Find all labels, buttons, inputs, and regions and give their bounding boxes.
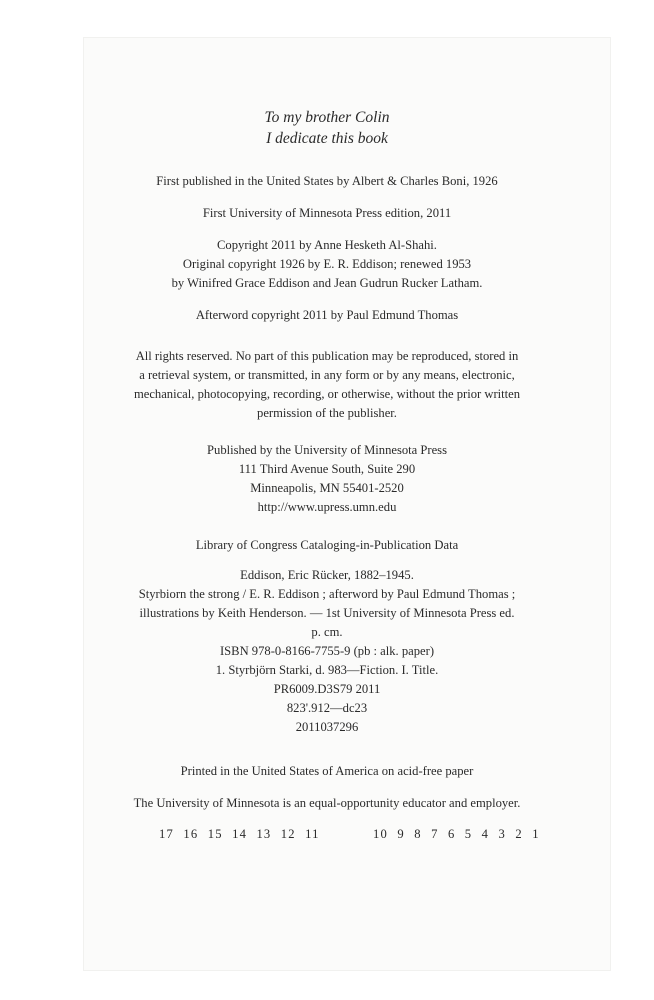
cip-title-line-2: illustrations by Keith Henderson. — 1st University of Minnesota Press ed. bbox=[139, 606, 515, 620]
printer-number: 10 bbox=[373, 827, 388, 841]
copyright-notice bbox=[0, 236, 654, 293]
cip-author: Eddison, Eric Rücker, 1882–1945. bbox=[240, 568, 414, 582]
printer-number: 11 bbox=[305, 827, 320, 841]
publisher-url: http://www.upress.umn.edu bbox=[257, 500, 397, 514]
printer-number: 8 bbox=[414, 827, 422, 841]
copyright-line-3: by Winifred Grace Eddison and Jean Gudrun Rucker Latham. bbox=[171, 276, 483, 290]
printer-number: 1 bbox=[532, 827, 540, 841]
copyright-line-1: Copyright 2011 by Anne Hesketh Al-Shahi. bbox=[217, 238, 437, 252]
copyright-line-2: Original copyright 1926 by E. R. Eddison; renewed 1953 bbox=[182, 257, 472, 271]
dedication bbox=[0, 107, 654, 149]
printer-number: 16 bbox=[183, 827, 199, 841]
dedication-line-1: To my brother Colin bbox=[264, 109, 390, 126]
rights-line-3: mechanical, photocopying, recording, or otherwise, without the prior written bbox=[133, 387, 521, 401]
printer-line-left bbox=[159, 826, 325, 842]
printer-number: 6 bbox=[447, 827, 456, 841]
cip-lccn: 2011037296 bbox=[295, 720, 359, 734]
equal-opportunity-notice bbox=[0, 794, 654, 813]
printer-number: 5 bbox=[464, 827, 473, 841]
printer-number: 12 bbox=[280, 827, 296, 841]
cip-lc-class: PR6009.D3S79 2011 bbox=[273, 682, 381, 696]
dedication-line-2: I dedicate this book bbox=[266, 130, 388, 147]
edition-line: First University of Minnesota Press edition, 2011 bbox=[202, 206, 452, 220]
rights-line-2: a retrieval system, or transmitted, in any form or by any means, electronic, bbox=[139, 368, 515, 382]
afterword-line: Afterword copyright 2011 by Paul Edmund Thomas bbox=[195, 308, 459, 322]
rights-notice bbox=[0, 347, 654, 423]
printer-number: 3 bbox=[498, 827, 507, 841]
printer-number: 14 bbox=[232, 827, 248, 841]
publisher-line-1: Published by the University of Minnesota Press bbox=[207, 443, 447, 457]
publisher-line-3: Minneapolis, MN 55401-2520 bbox=[250, 481, 404, 495]
printer-number: 9 bbox=[397, 827, 405, 841]
printer-number: 17 bbox=[159, 827, 174, 841]
cip-title-line-1: Styrbiorn the strong / E. R. Eddison ; afterword by Paul Edmund Thomas ; bbox=[138, 587, 516, 601]
printer-number: 4 bbox=[481, 827, 490, 841]
first-published bbox=[0, 172, 654, 191]
cip-pages: p. cm. bbox=[311, 625, 343, 639]
publisher-line-2: 111 Third Avenue South, Suite 290 bbox=[238, 462, 416, 476]
printed-line: Printed in the United States of America on acid-free paper bbox=[180, 764, 474, 778]
cip-data bbox=[0, 566, 654, 737]
cip-dewey: 823'.912—dc23 bbox=[286, 701, 368, 715]
rights-line-1: All rights reserved. No part of this publication may be reproduced, stored in bbox=[135, 349, 519, 363]
rights-line-4: permission of the publisher. bbox=[257, 406, 397, 420]
printer-line-right bbox=[373, 826, 545, 842]
cip-heading-line: Library of Congress Cataloging-in-Publication Data bbox=[195, 538, 459, 552]
cip-subject: 1. Styrbjörn Starki, d. 983—Fiction. I. Title. bbox=[215, 663, 439, 677]
printer-number: 7 bbox=[431, 827, 439, 841]
cip-heading bbox=[0, 536, 654, 555]
publisher-info bbox=[0, 441, 654, 517]
printer-number: 2 bbox=[515, 827, 523, 841]
printer-number: 15 bbox=[207, 827, 223, 841]
edition bbox=[0, 204, 654, 223]
printer-number: 13 bbox=[256, 827, 272, 841]
afterword-copyright bbox=[0, 306, 654, 325]
equal-opportunity-line: The University of Minnesota is an equal-opportunity educator and employer. bbox=[133, 796, 521, 810]
printed-notice bbox=[0, 762, 654, 781]
first-published-line: First published in the United States by Albert & Charles Boni, 1926 bbox=[156, 174, 498, 188]
cip-isbn: ISBN 978-0-8166-7755-9 (pb : alk. paper) bbox=[219, 644, 435, 658]
